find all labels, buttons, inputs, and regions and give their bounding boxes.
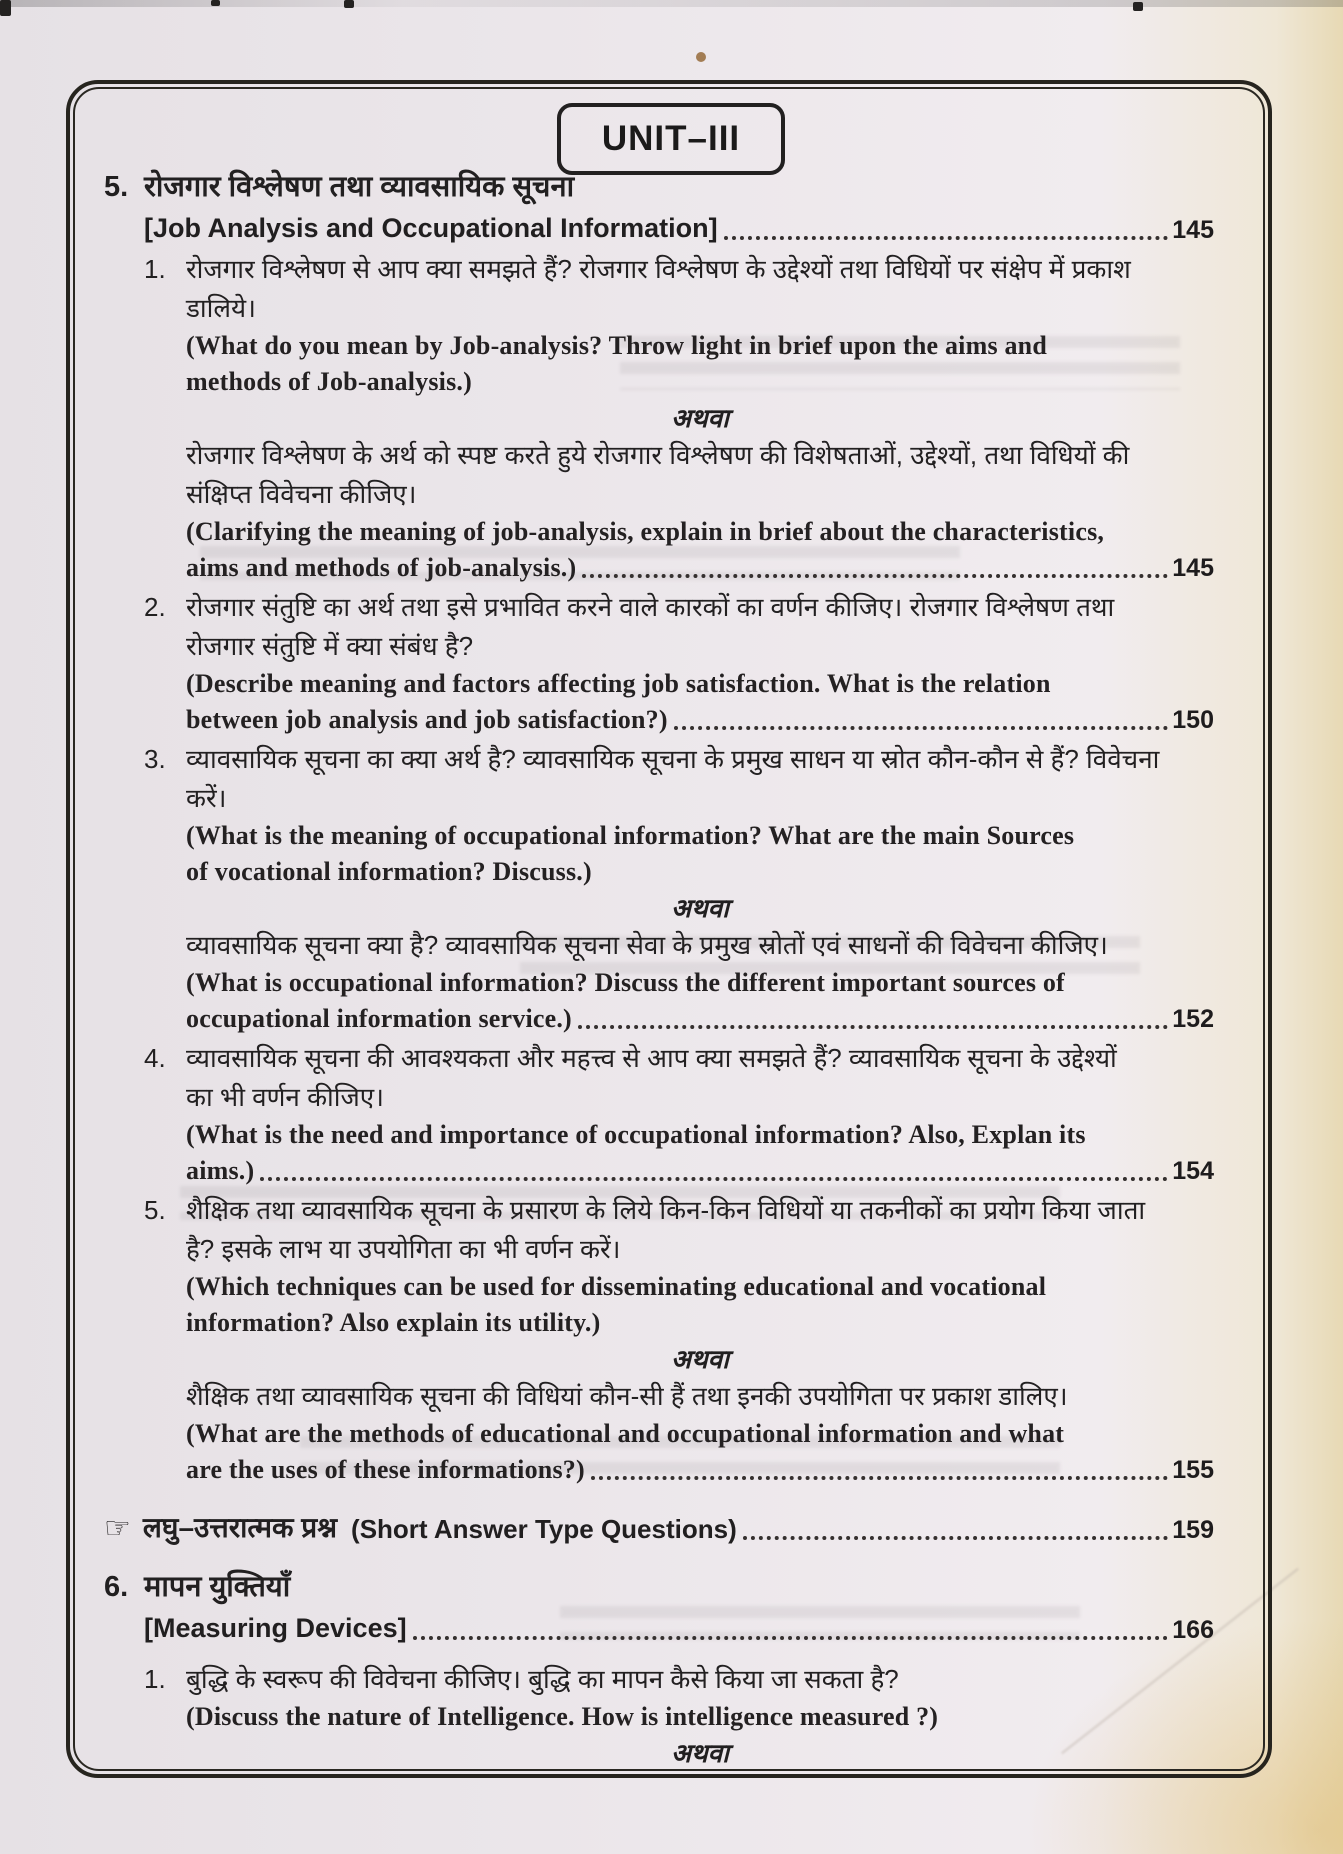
question-page-row bbox=[186, 702, 1214, 738]
question-number: 2. bbox=[144, 592, 166, 622]
scan-speck bbox=[0, 0, 11, 16]
question-number: 4. bbox=[144, 1043, 166, 1073]
question-hindi-line: व्यावसायिक सूचना क्या है? व्यावसायिक सूचना सेवा के प्रमुख स्रोतों एवं साधनों की विवेचना कीजिए। bbox=[186, 930, 1108, 960]
question-hindi-line: रोजगार विश्लेषण के अर्थ को स्पष्ट करते हुये रोजगार विश्लेषण की विशेषताओं, उद्देश्यों, तथा विधियों की bbox=[186, 440, 1130, 470]
chapter-title-row bbox=[144, 208, 1214, 248]
unit-label: UNIT–III bbox=[601, 119, 741, 158]
question-hindi-line: डालिये। bbox=[186, 293, 256, 323]
or-separator: अथवा bbox=[671, 403, 729, 433]
question-hindi-line: बुद्धि के स्वरूप की विवेचना कीजिए। बुद्धि का मापन कैसे किया जा सकता है? bbox=[186, 1664, 899, 1694]
dot-leader bbox=[578, 1025, 1168, 1029]
toc-question-6-1 bbox=[104, 1660, 1214, 1771]
question-page-row bbox=[186, 1153, 1214, 1189]
or-separator: अथवा bbox=[671, 1344, 729, 1374]
page-number: 150 bbox=[1172, 706, 1214, 734]
question-hindi-line: करें। bbox=[186, 783, 227, 813]
or-separator: अथवा bbox=[671, 1738, 729, 1768]
question-hindi-line: संक्षिप्त विवेचना कीजिए। bbox=[186, 479, 417, 509]
page-number: 155 bbox=[1172, 1456, 1214, 1484]
scan-speck bbox=[211, 0, 220, 6]
question-english-line: are the uses of these informations?) bbox=[186, 1455, 585, 1484]
question-english-line: information? Also explain its utility.) bbox=[186, 1308, 601, 1337]
question-english-line: aims and methods of job-analysis.) bbox=[186, 553, 577, 582]
dot-leader bbox=[260, 1177, 1168, 1181]
scan-speck bbox=[1133, 2, 1143, 11]
or-separator: अथवा bbox=[671, 893, 729, 923]
question-hindi-line: शैक्षिक तथा व्यावसायिक सूचना की विधियां कौन-सी हैं तथा इनकी उपयोगिता पर प्रकाश डालिए। bbox=[186, 1381, 1068, 1411]
question-english-line: of vocational information? Discuss.) bbox=[186, 857, 592, 886]
question-english-line: (Clarifying the meaning of job-analysis, explain in brief about the characteristics, bbox=[186, 517, 1105, 546]
page-number: 159 bbox=[1172, 1516, 1214, 1544]
short-answer-label-english: (Short Answer Type Questions) bbox=[351, 1514, 737, 1544]
toc-question-3 bbox=[104, 740, 1214, 1037]
question-hindi-line: व्यावसायिक सूचना की आवश्यकता और महत्त्व से आप क्या समझते हैं? व्यावसायिक सूचना के उद्देश्यों bbox=[186, 1043, 1117, 1073]
chapter-6-heading bbox=[104, 1566, 1214, 1648]
dot-leader bbox=[743, 1536, 1169, 1540]
question-hindi-line: रोजगार विश्लेषण से आप क्या समझते हैं? रोजगार विश्लेषण के उद्देश्यों तथा विधियों पर संक्षेप में प्रकाश bbox=[186, 254, 1131, 284]
chapter-title-hindi: मापन युक्तियाँ bbox=[144, 1571, 291, 1603]
question-english-line: occupational information service.) bbox=[186, 1004, 572, 1033]
page-number: 152 bbox=[1172, 1005, 1214, 1033]
dot-leader bbox=[674, 726, 1169, 730]
question-english-line: between job analysis and job satisfaction?) bbox=[186, 705, 668, 734]
question-hindi-line: शैक्षिक तथा व्यावसायिक सूचना के प्रसारण के लिये किन-किन विधियों या तकनीकों का प्रयोग किया जाता bbox=[186, 1195, 1146, 1225]
toc-question-1 bbox=[104, 250, 1214, 586]
chapter-number: 6. bbox=[104, 1571, 129, 1603]
chapter-title-row bbox=[144, 1608, 1214, 1648]
table-of-contents bbox=[104, 166, 1214, 1771]
question-english-line: methods of Job-analysis.) bbox=[186, 367, 472, 396]
short-answer-entry bbox=[104, 1508, 1214, 1548]
question-english-line: (Which techniques can be used for disseminating educational and vocational bbox=[186, 1272, 1047, 1301]
question-english-line: (Discuss the nature of Intelligence. How is intelligence measured ?) bbox=[186, 1702, 939, 1731]
question-english-line: (What do you mean by Job-analysis? Throw light in brief upon the aims and bbox=[186, 331, 1047, 360]
question-english-line: (What are the methods of educational and occupational information and what bbox=[186, 1419, 1065, 1448]
scan-speck bbox=[696, 52, 706, 62]
question-english-line: (What is occupational information? Discuss the different important sources of bbox=[186, 968, 1065, 997]
short-answer-label-hindi: लघु–उत्तरात्मक प्रश्न bbox=[142, 1512, 338, 1543]
scan-speck bbox=[344, 0, 354, 8]
question-hindi-line: रोजगार संतुष्टि में क्या संबंध है? bbox=[186, 631, 474, 661]
chapter-number: 5. bbox=[104, 171, 129, 203]
chapter-title-english: [Job Analysis and Occupational Information] bbox=[144, 213, 718, 243]
question-english-line: (What is the need and importance of occupational information? Also, Explan its bbox=[186, 1120, 1086, 1149]
page-number: 145 bbox=[1172, 216, 1214, 244]
pointing-hand-icon: ☞ bbox=[104, 1512, 131, 1545]
toc-question-2 bbox=[104, 588, 1214, 738]
question-page-row bbox=[186, 550, 1214, 586]
question-page-row bbox=[186, 1001, 1214, 1037]
question-hindi-line: है? इसके लाभ या उपयोगिता का भी वर्णन करें। bbox=[186, 1234, 621, 1264]
dot-leader bbox=[413, 1636, 1169, 1640]
page-number: 145 bbox=[1172, 554, 1214, 582]
question-english-line: aims.) bbox=[186, 1156, 255, 1185]
chapter-title-english: [Measuring Devices] bbox=[144, 1613, 407, 1643]
question-hindi-line: रोजगार संतुष्टि का अर्थ तथा इसे प्रभावित करने वाले कारकों का वर्णन कीजिए। रोजगार विश्लेषण तथा bbox=[186, 592, 1115, 622]
chapter-title-hindi: रोजगार विश्लेषण तथा व्यावसायिक सूचना bbox=[144, 171, 575, 203]
question-number: 3. bbox=[144, 744, 166, 774]
dot-leader bbox=[724, 236, 1169, 240]
question-english-line: (Describe meaning and factors affecting job satisfaction. What is the relation bbox=[186, 669, 1051, 698]
dot-leader bbox=[582, 574, 1168, 578]
question-hindi-line: व्यावसायिक सूचना का क्या अर्थ है? व्यावसायिक सूचना के प्रमुख साधन या स्रोत कौन-कौन से हैं? विवेचना bbox=[186, 744, 1160, 774]
chapter-5-heading bbox=[104, 166, 1214, 248]
toc-question-5 bbox=[104, 1191, 1214, 1488]
unit-heading-box bbox=[557, 103, 785, 175]
dot-leader bbox=[591, 1476, 1168, 1480]
question-english-line: (What is the meaning of occupational information? What are the main Sources bbox=[186, 821, 1075, 850]
question-number: 1. bbox=[144, 254, 166, 284]
question-page-row bbox=[186, 1452, 1214, 1488]
question-number: 5. bbox=[144, 1195, 166, 1225]
toc-question-4 bbox=[104, 1039, 1214, 1189]
page-number: 154 bbox=[1172, 1157, 1214, 1185]
page-number: 166 bbox=[1172, 1616, 1214, 1644]
question-number: 1. bbox=[144, 1664, 166, 1694]
question-hindi-line: का भी वर्णन कीजिए। bbox=[186, 1082, 385, 1112]
